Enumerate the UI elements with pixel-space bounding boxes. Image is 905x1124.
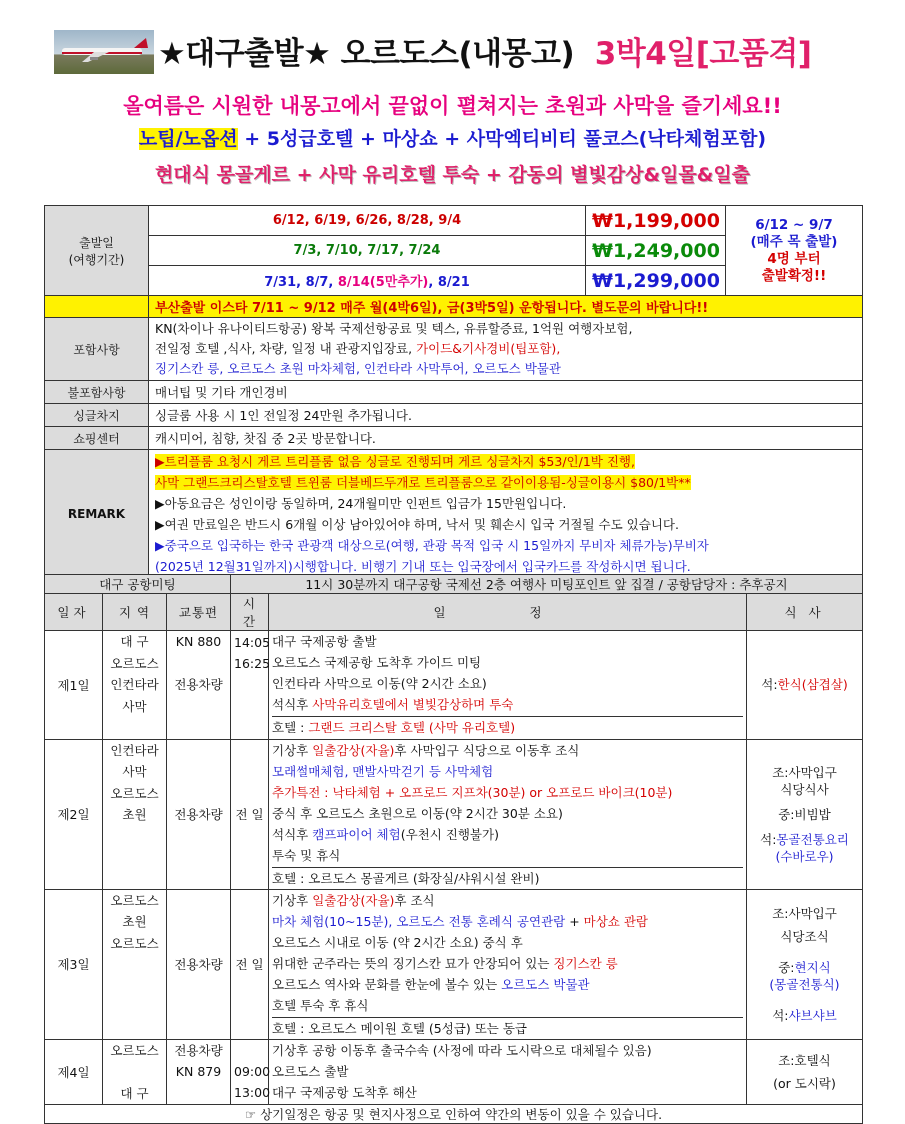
day-3-areas: 오르도스 초원 오르도스 [103,889,167,1039]
departure-note: 6/12 ~ 9/7 (매주 목 출발) 4명 부터 출발확정!! [726,206,863,296]
col-meal: 식 사 [747,594,863,631]
single-label: 싱글차지 [45,404,149,427]
dates-row-2: 7/3, 7/10, 7/17, 7/24 [149,236,586,266]
remark-label: REMARK [45,450,149,579]
page-title: ★대구출발★ 오르도스(내몽고) 3박4일[고품격] [158,36,812,72]
day-1-row [45,631,863,740]
tagline-3: 현대식 몽골게르 + 사막 유리호텔 투숙 + 감동의 별빛감상&일몰&일출 [154,164,751,186]
shopping-label: 쇼핑센터 [45,427,149,450]
day-3-time: 전 일 [231,889,269,1039]
include-text: KN(차이나 유나이티드항공) 왕복 국제선항공료 및 텍스, 유류할증료, 1억원 여행자보험, 전일정 호텔 ,식사, 차량, 일정 내 관광지입장료, 가이드&기사경비(팁포함), 징기스칸 릉, 오르도스 초원 마차체험, 인컨타라 사막투어, 오르도스 박물관 [149,318,863,381]
header [0,0,905,200]
day-3-schedule: 기상후 일출감상(자율)후 조식 마차 체험(10~15분), 오르도스 전통 혼례식 공연관람 + 마상쇼 관람 오르도스 시내로 이동 (약 2시간 소요) 중식 후 위대한 군주라는 뜻의 징기스칸 묘가 안장되어 있는 징기스칸 릉 오르도스 역사와 문화를 한눈에 볼수 있는 오르도스 박물관 호텔 투숙 후 휴식 호텔 : 오르도스 메이원 호텔 (5성급) 또는 동급 [269,889,747,1039]
day-4-areas: 오르도스 대 구 [103,1039,167,1105]
day-2-label: 제2일 [45,739,103,889]
single-text: 싱글룸 사용 시 1인 전일정 24만원 추가됩니다. [149,404,863,427]
meeting-label: 대구 공항미팅 [45,575,231,594]
day-4-meal: 조:호텔식 (or 도시락) [747,1039,863,1105]
tagline-1: 올여름은 시원한 내몽고에서 끝없이 펼쳐지는 초원과 사막을 즐기세요!! [123,94,782,118]
day-2-areas: 인컨타라 사막 오르도스 초원 [103,739,167,889]
meeting-text: 11시 30분까지 대구공항 국제선 2층 여행사 미팅포인트 앞 집결 / 공항담당자 : 추후공지 [231,575,863,594]
day-2-schedule: 기상후 일출감상(자율)후 사막입구 식당으로 이동후 조식 모래썰매체험, 맨발사막걷기 등 사막체험 추가특전 : 낙타체험 + 오프로드 지프차(30분) or 오프로드 바이크(10분) 중식 후 오르도스 초원으로 이동(약 2시간 30분 소요) 석식후 캠프파이어 체험(우천시 진행불가) 투숙 및 휴식 호텔 : 오르도스 몽골게르 (화장실/샤워시설 완비) [269,739,747,889]
day-3-label: 제3일 [45,889,103,1039]
shopping-text: 캐시미어, 침향, 찻집 중 2곳 방문합니다. [149,427,863,450]
day-1-times: 14:05 16:25 [231,631,269,740]
price-row-1: ₩1,199,000 [586,206,726,236]
remark-text: ▶트리플룸 요청시 게르 트리플룸 없음 싱글로 진행되며 게르 싱글차지 $53/인/1박 진행, 사막 그랜드크리스탈호텔 트윈룸 더블베드두개로 트리플룸으로 같이이용됨-싱글이용시 $80/1박** ▶아동요금은 성인이랑 동일하며, 24개월미만 인펀트 입금가 15만원입니다. ▶여권 만료일은 반드시 6개월 이상 남아있어야 하며, 낙서 및 훼손시 입국 거절될 수도 있습니다. ▶중국으로 입국하는 한국 관광객 대상으로(여행, 관광 목적 입국 시 15일까지 무비자 체류가능)무비자 (2025년 12월31일까지)시행합니다. 비행기 기내 또는 입국장에서 입국카드를 작성하시면 됩니다. [149,450,863,579]
day-2-time: 전 일 [231,739,269,889]
day-1-meal: 석:한식(삼겹살) [747,631,863,740]
day-4-times: 09:00 13:00 [231,1039,269,1105]
exclude-label: 불포함사항 [45,381,149,404]
day-3-transport: 전용차량 [167,889,231,1039]
day-3-meal: 조:사막입구 식당조식 중:현지식 (몽골전통식) 석:샤브샤브 [747,889,863,1039]
itinerary-footer-note: ☞ 상기일정은 항공 및 현지사정으로 인하여 약간의 변동이 있을 수 있습니다. [45,1105,863,1124]
col-transport: 교통편 [167,594,231,631]
day-2-meal: 조:사막입구 식당식사 중:비빔밥 석:몽골전통요리 (수바로우) [747,739,863,889]
day-4-row [45,1039,863,1105]
include-label: 포함사항 [45,318,149,381]
day-2-transport: 전용차량 [167,739,231,889]
price-row-3: ₩1,299,000 [586,266,726,296]
day-1-areas: 대 구 오르도스 인컨타라 사막 [103,631,167,740]
airplane-photo [54,30,154,74]
col-schedule: 일 정 [269,594,747,631]
day-1-transport: KN 880 전용차량 [167,631,231,740]
col-area: 지 역 [103,594,167,631]
day-3-row [45,889,863,1039]
departure-label: 출발일 (여행기간) [45,206,149,296]
dates-row-3: 7/31, 8/7, 8/14(5만추가), 8/21 [149,266,586,296]
price-row-2: ₩1,249,000 [586,236,726,266]
info-table [44,205,863,579]
day-1-schedule: 대구 국제공항 출발 오르도스 국제공항 도착후 가이드 미팅 인컨타라 사막으로 이동(약 2시간 소요) 석식후 사막유리호텔에서 별빛감상하며 투숙 호텔 : 그랜드 크리스탈 호텔 (사막 유리호텔) [269,631,747,740]
col-time: 시 간 [231,594,269,631]
tagline-2: 노팁/노옵션 + 5성급호텔 + 마상쇼 + 사막엑티비티 풀코스(낙타체험포함) [138,128,767,150]
exclude-text: 매너팁 및 기타 개인경비 [149,381,863,404]
itinerary-table [44,574,863,1124]
day-4-schedule: 기상후 공항 이동후 출국수속 (사정에 따라 도시락으로 대체될수 있음) 오르도스 출발 대구 국제공항 도착후 해산 [269,1039,747,1105]
busan-notice: 부산출발 이스타 7/11 ~ 9/12 매주 월(4박6일), 금(3박5일) 운항됩니다. 별도문의 바랍니다!! [149,296,863,318]
day-2-row [45,739,863,889]
col-day: 일자 [45,594,103,631]
dates-row-1: 6/12, 6/19, 6/26, 8/28, 9/4 [149,206,586,236]
day-1-label: 제1일 [45,631,103,740]
day-4-label: 제4일 [45,1039,103,1105]
day-4-transport: 전용차량 KN 879 [167,1039,231,1105]
